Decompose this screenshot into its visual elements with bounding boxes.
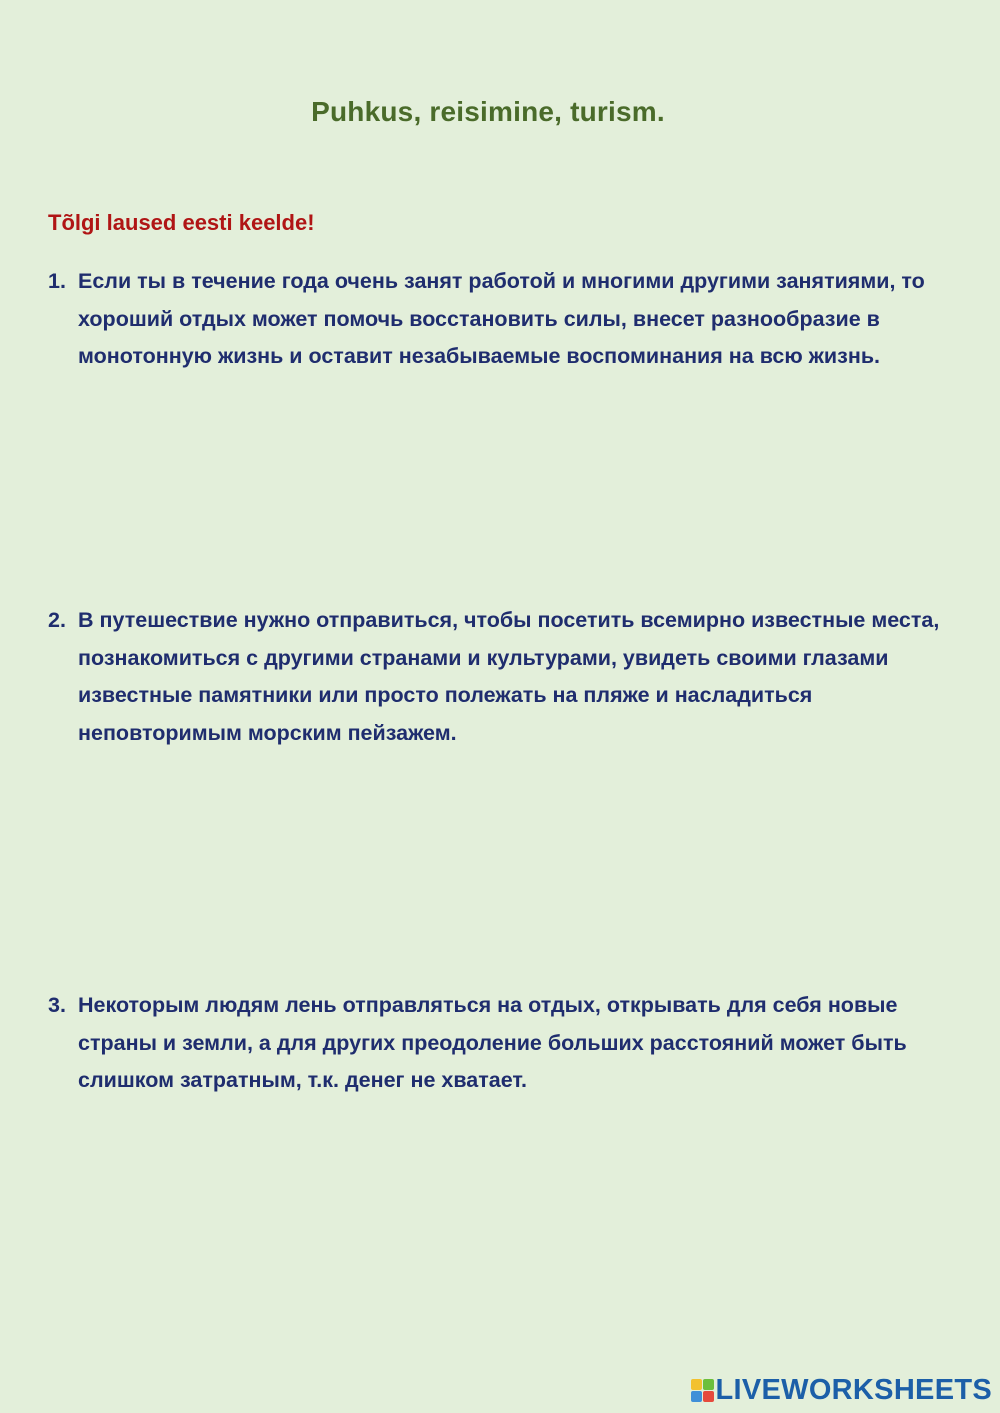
task-number: 3. bbox=[48, 993, 66, 1017]
liveworksheets-watermark bbox=[691, 1374, 993, 1407]
logo-square-1 bbox=[691, 1379, 702, 1390]
task-item-2 bbox=[48, 602, 948, 753]
task-text: Некоторым людям лень отправляться на отдых, открывать для себя новые страны и земли, а для других преодоление больших расстояний может быть слишком затратным, т.к. денег не хватает. bbox=[78, 993, 907, 1093]
logo-square-3 bbox=[691, 1391, 702, 1402]
task-number: 2. bbox=[48, 608, 66, 632]
task-item-3 bbox=[48, 987, 948, 1100]
logo-square-2 bbox=[703, 1379, 714, 1390]
task-number: 1. bbox=[48, 269, 66, 293]
task-item-1 bbox=[48, 263, 948, 376]
logo-square-4 bbox=[703, 1391, 714, 1402]
task-text: В путешествие нужно отправиться, чтобы посетить всемирно известные места, познакомиться с другими странами и культурами, увидеть своими глазами известные памятники или просто полежать на пляже и насладиться неповторимым морским пейзажем. bbox=[78, 608, 940, 746]
liveworksheets-logo-icon bbox=[691, 1379, 714, 1402]
page-title: Puhkus, reisimine, turism. bbox=[311, 96, 665, 127]
watermark-text: LIVEWORKSHEETS bbox=[715, 1374, 992, 1406]
instruction-text: Tõlgi laused eesti keelde! bbox=[48, 210, 315, 235]
task-text: Если ты в течение года очень занят работой и многими другими занятиями, то хороший отдых может помочь восстановить силы, внесет разнообразие в монотонную жизнь и оставит незабываемые воспоминания на всю жизнь. bbox=[78, 269, 925, 369]
